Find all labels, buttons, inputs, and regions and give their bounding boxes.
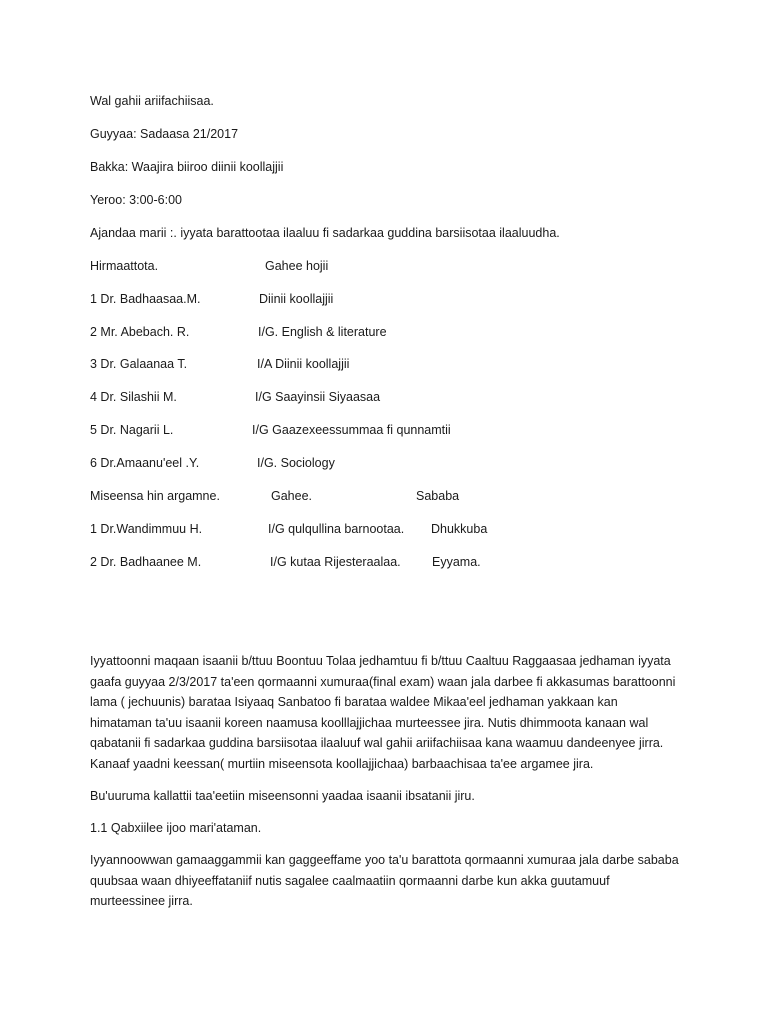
absentees-reason-heading: Sababa: [416, 489, 460, 503]
attendees-heading: Hirmaattota.: [90, 259, 159, 273]
attendee-role: I/G Saayinsii Siyaasaa: [255, 390, 381, 404]
meeting-date: Guyyaa: Sadaasa 21/2017: [90, 127, 239, 141]
absentee-reason: Eyyama.: [432, 555, 481, 569]
attendee-name: 5 Dr. Nagarii L.: [90, 423, 174, 437]
attendee-role: I/A Diinii koollajjii: [257, 357, 350, 371]
absentee-role: I/G qulqullina barnootaa.: [268, 522, 405, 536]
meeting-place: Bakka: Waajira biiroo diinii koollajjii: [90, 160, 284, 174]
document-title: Wal gahii ariifachiisaa.: [90, 94, 214, 108]
body-paragraph: Iyyattoonni maqaan isaanii b/ttuu Boontuu Tolaa jedhamtuu fi b/ttuu Caaltuu Raggaasaa jedhaman iyyata gaafa guyyaa 2/3/2017 ta'een qormaanni xumuraa(final exam) waan jala darbee fi akkasumas barattoonni lama ( jechuunis) barataa Isiyaaq Sanbatoo fi barataa waldee Mikaa'eel jedhaman yakkaan kan himataman ta'uu isaanii koreen naamusa koolllajjichaa murteessee jira. Nutis dhimmoota kanaan wal qabatanii fi sadarkaa guddina barsiisotaa ilaaluuf wal gahii ariifachiisaa kana waamuu dandeenyee jirra. Kanaaf yaadni keessan( murtiin miseensota koollajjichaa) barbaachisaa ta'ee argamee jira.: [90, 654, 676, 771]
meeting-time: Yeroo: 3:00-6:00: [90, 193, 182, 207]
attendee-role: I/G. English & literature: [258, 325, 387, 339]
attendee-name: 3 Dr. Galaanaa T.: [90, 357, 188, 371]
attendee-name: 2 Mr. Abebach. R.: [90, 325, 190, 339]
absentee-reason: Dhukkuba: [431, 522, 488, 536]
body-paragraph: Iyyannoowwan gamaaggammii kan gaggeeffame yoo ta'u barattota qormaanni xumuraa jala darbe sababa quubsaa waan dhiyeeffataniif nutis sagalee caalmaatiin qormaanni darbe kun akka guutamuuf murteessinee jirra.: [90, 853, 679, 908]
absentees-role-heading: Gahee.: [271, 489, 313, 503]
absentees-heading: Miseensa hin argamne.: [90, 489, 220, 503]
attendee-role: I/G. Sociology: [257, 456, 335, 470]
attendee-name: 6 Dr.Amaanu'eel .Y.: [90, 456, 200, 470]
absentee-name: 2 Dr. Badhaanee M.: [90, 555, 202, 569]
absentee-name: 1 Dr.Wandimmuu H.: [90, 522, 203, 536]
attendees-role-heading: Gahee hojii: [265, 259, 329, 273]
attendee-name: 4 Dr. Silashii M.: [90, 390, 177, 404]
attendee-role: Diinii koollajjii: [259, 292, 334, 306]
attendee-role: I/G Gaazexeessummaa fi qunnamtii: [252, 423, 451, 437]
section-heading: 1.1 Qabxiilee ijoo mari'ataman.: [90, 821, 262, 835]
attendee-name: 1 Dr. Badhaasaa.M.: [90, 292, 201, 306]
meeting-agenda: Ajandaa marii :. iyyata barattootaa ilaaluu fi sadarkaa guddina barsiisotaa ilaaluudha.: [90, 226, 560, 240]
body-paragraph: Bu'uuruma kallattii taa'eetiin miseensonni yaadaa isaanii ibsatanii jiru.: [90, 789, 475, 803]
absentee-role: I/G kutaa Rijesteraalaa.: [270, 555, 401, 569]
